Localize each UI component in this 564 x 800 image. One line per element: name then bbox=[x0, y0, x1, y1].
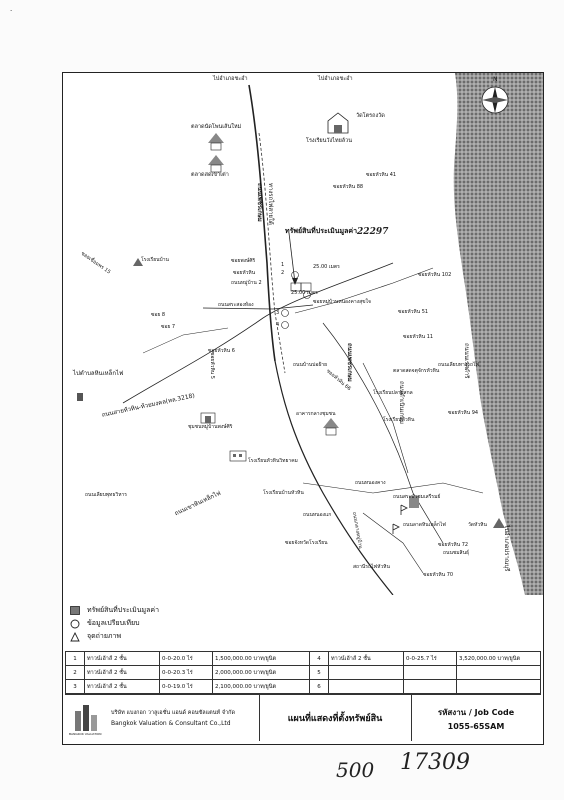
table-row: 1 ทาวน์เฮ้าส์ 2 ชั้น 0-0-20.0 ไร่ 1,500,000.00 บาท/ยูนิต 4 ทาวน์เฮ้าส์ 2 ชั้น 0-0-25.7 ไร่ 3,520,000.00 บาท/ยูนิต bbox=[66, 652, 541, 666]
map-title: แผนที่แสดงที่ตั้งทรัพย์สิน bbox=[259, 695, 412, 741]
label-compare-c: ถนนหมู่บ้าน 2 bbox=[231, 280, 262, 286]
label-soi-bang-kao: ถนนบ้านบ่อฝ้าย bbox=[293, 362, 328, 368]
road-sub bbox=[303, 480, 483, 493]
label-soi-41: ซอยหัวหิน 41 bbox=[366, 172, 397, 178]
label-phet-kasem: ถนนเพชรเกษม bbox=[346, 343, 353, 382]
label-soi-hua-hin: ถนนสระสองห้อง bbox=[218, 302, 254, 308]
comparable-4 bbox=[282, 322, 289, 329]
label-wat: วัดโตรถงวัด bbox=[356, 113, 385, 119]
to-cha-am-left: ไปอำเภอชะอำ bbox=[213, 76, 248, 82]
label-naeb: ถนนนเรศดำริ bbox=[463, 343, 470, 379]
label-school-thanon: โรงเรียนปลายสกล bbox=[373, 390, 413, 396]
market-icon-2 bbox=[208, 155, 224, 172]
legend-photo-text: จุดถ่ายภาพ bbox=[87, 632, 122, 640]
company-name-en: Bangkok Valuation & Consultant Co.,Ltd bbox=[111, 720, 231, 727]
label-distance-1: 25.00 เมตร bbox=[313, 264, 340, 270]
comparable-1 bbox=[292, 272, 299, 279]
label-soi-94: ซอยหัวหิน 94 bbox=[448, 410, 479, 416]
label-soi-hua-hin-66: ซอยหัวหิน 66 bbox=[324, 368, 352, 393]
label-compare-b: ซอยพงษ์ศิริ bbox=[231, 258, 256, 264]
label-soi-15: ซอยเชื่อมพร 15 bbox=[79, 250, 112, 276]
label-compare-a: ซอยหมู่บ้านหนองคางสุขใจ bbox=[313, 299, 371, 305]
comparable-price-table bbox=[65, 651, 541, 694]
subject-label: ทรัพย์สินที่ประเมินมูลค่า 22297 bbox=[285, 227, 389, 237]
label-soi-72: ซอยหัวหิน 72 bbox=[438, 542, 469, 548]
label-soi-lane-c: ถนนหนองแก bbox=[303, 512, 332, 518]
fish-icon bbox=[77, 393, 83, 401]
label-chomsin: ถนนชมสินธุ์ bbox=[443, 550, 470, 556]
label-wat-hua-hin: วัดหัวหิน bbox=[468, 522, 487, 528]
label-school-wang: โรงเรียนวังไทยล้วน bbox=[306, 138, 353, 144]
square-icon bbox=[69, 606, 81, 616]
label-soi-70: ซอยหัวหิน 70 bbox=[423, 572, 454, 578]
label-soi-6: ซอยหัวหิน 6 bbox=[208, 348, 235, 354]
school-icon-3 bbox=[230, 451, 246, 461]
label-school-ban: โรงเรียนบ้านหัวหิน bbox=[263, 490, 304, 496]
flag-icon-1 bbox=[401, 505, 407, 515]
label-school-suksa: โรงเรียนหัวหิน bbox=[383, 417, 415, 423]
legend-photo bbox=[69, 630, 159, 643]
mosque-icon bbox=[201, 413, 215, 423]
market-icon-1 bbox=[208, 133, 224, 150]
map-sheet bbox=[62, 72, 544, 745]
label-plot-3: 3 bbox=[276, 310, 280, 316]
table-row: 2 ทาวน์เฮ้าส์ 2 ชั้น 0-0-20.3 ไร่ 2,000,000.00 บาท/ยูนิต 5 bbox=[66, 666, 541, 680]
legend-subject-text: ทรัพย์สินที่ประเมินมูลค่า bbox=[87, 606, 160, 614]
label-plot-1: 1 bbox=[281, 262, 285, 268]
label-compare-d: ซอยหัวหิน bbox=[233, 270, 256, 276]
label-soi-5: ซอยหัวหิน 5 bbox=[208, 352, 215, 379]
label-plot-4: 4 bbox=[276, 322, 280, 328]
label-plot-2: 2 bbox=[281, 270, 285, 276]
label-soi-north: ถนนเลียบทางรถไฟ bbox=[438, 362, 480, 368]
label-market-2: ตลาดสดเขาเต่า bbox=[191, 172, 229, 178]
sea-area bbox=[454, 73, 543, 595]
label-soi-lane-d: ถนนลาดหินเหล็กไฟ bbox=[403, 522, 446, 528]
label-market-1: ตลาดนัดโพนเส้นใหม่ bbox=[191, 124, 242, 130]
legend-subject bbox=[69, 604, 159, 617]
label-to-nong-hoi: ไปตำบลหินเหล็กไฟ bbox=[73, 370, 124, 377]
temple-icon bbox=[328, 113, 348, 133]
label-soi-lane-a: ถนนเลียบพุทธวิหาร bbox=[85, 492, 127, 498]
camera-triangle-icon bbox=[69, 632, 81, 642]
label-soi-88: ซอยหัวหิน 88 bbox=[333, 184, 364, 190]
handwritten-number-left: 500 bbox=[336, 758, 375, 782]
flag-icon-2 bbox=[393, 524, 399, 534]
label-station: สถานีรถไฟหัวหิน bbox=[353, 564, 390, 570]
label-soi-102: ซอยหัวหิน 102 bbox=[418, 272, 452, 278]
school-icon-2 bbox=[323, 418, 339, 435]
label-damnoen: ถนนดำเนินเกษม bbox=[398, 381, 405, 424]
company-block bbox=[65, 695, 260, 741]
label-soi-8: ซอย 8 bbox=[151, 312, 166, 318]
label-soi-7: ซอย 7 bbox=[161, 324, 176, 330]
title-block bbox=[65, 694, 541, 741]
label-khao: ถนนเขาหินเหล็กไฟ bbox=[173, 489, 222, 518]
subject-pointer bbox=[289, 233, 295, 283]
label-soi-51: ซอยหัวหิน 51 bbox=[398, 309, 429, 315]
scan-mark: · bbox=[10, 7, 13, 15]
job-code-value: 1055-65SAM bbox=[447, 721, 505, 731]
legend-comparable-text: ข้อมูลเปรียบเทียบ bbox=[87, 619, 140, 627]
circle-icon bbox=[69, 619, 81, 629]
label-school-hua-hin: โรงเรียนหัวหินวิทยาคม bbox=[248, 458, 298, 464]
label-rail: ทางรถไฟสายใต้ bbox=[267, 183, 274, 225]
label-mosque: ชุมชนหมู่บ้านพงษ์ศิริ bbox=[188, 424, 233, 430]
label-school-nong: โรงเรียนบ้าน bbox=[141, 257, 169, 263]
label-office: อาคารกลางชุมชน bbox=[296, 411, 336, 417]
location-map bbox=[63, 73, 543, 595]
label-soi-lane-b: ถนนหนองคาง bbox=[355, 480, 386, 486]
label-soi-11: ซอยหัวหิน 11 bbox=[403, 334, 434, 340]
job-code-label: รหัสงาน / Job Code bbox=[437, 707, 515, 717]
road-south bbox=[275, 361, 393, 595]
comparable-3 bbox=[282, 310, 289, 317]
road-diag-1 bbox=[323, 323, 443, 543]
label-distance-2: 25.00 เมตร bbox=[291, 290, 318, 296]
legend-comparable bbox=[69, 617, 159, 630]
to-cha-am-right: ไปอำเภอชะอำ bbox=[318, 76, 353, 82]
label-hua-hin-huai-mongkhon: ถนนสายหัวหิน-ห้วยมงคล(ทล.3218) bbox=[101, 392, 196, 419]
label-petchkasem: ถนนเพชรเกษม bbox=[256, 183, 263, 222]
subject-number: 22297 bbox=[357, 227, 389, 237]
handwritten-number-right: 17309 bbox=[400, 750, 470, 775]
label-soi-nam-phet: ถนนกลางหมู่บ้าน bbox=[350, 511, 364, 550]
job-code-block bbox=[411, 695, 541, 741]
label-soi-sea: ถนนสระบัวชมเสรีรมย์ bbox=[393, 494, 441, 500]
label-soi-yang: ซอยจังหวัดโรงเรียน bbox=[285, 540, 328, 546]
company-name-th: บริษัท แบงกอก วาลูเอชั่น แอนด์ คอนซัลแตนท์ จำกัด bbox=[111, 710, 236, 716]
compass-rose bbox=[482, 87, 508, 113]
map-legend bbox=[69, 604, 159, 643]
label-to-pran: ไปอำเภอปราณบุรี bbox=[503, 525, 510, 572]
logo-text: BANGKOK VALUATION bbox=[69, 732, 102, 736]
compass-north: N bbox=[493, 76, 498, 83]
label-market-jatu: ตลาดสดจตุจักรหัวหิน bbox=[393, 368, 440, 374]
table-row: 3 ทาวน์เฮ้าส์ 2 ชั้น 0-0-19.0 ไร่ 2,100,000.00 บาท/ยูนิต 6 bbox=[66, 680, 541, 694]
